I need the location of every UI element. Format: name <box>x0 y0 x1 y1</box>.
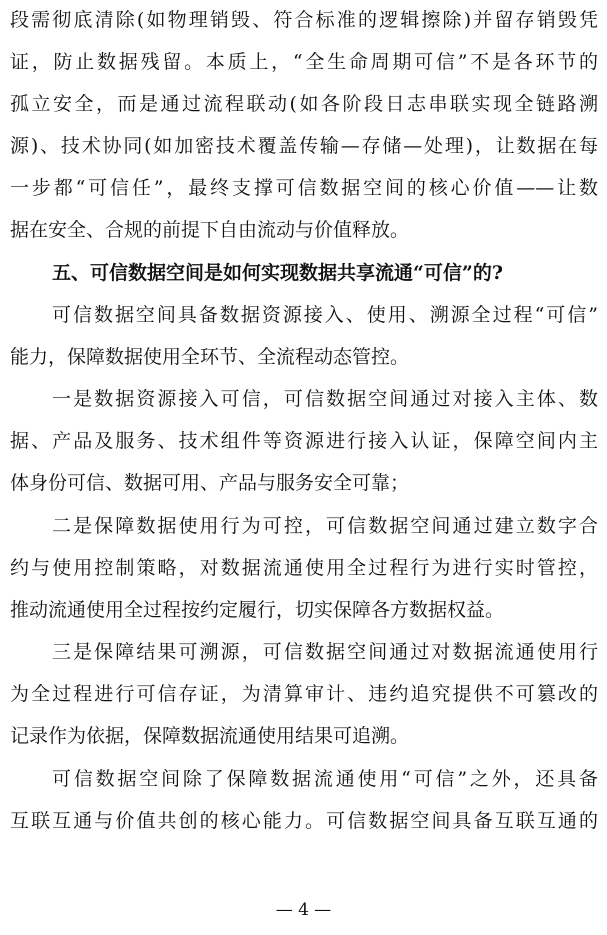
text-line: 可信数据空间具备数据资源接入、使用、溯源全过程“可信” <box>52 304 598 326</box>
text-line: 源)、技术协同(如加密技术覆盖传输—存储—处理)，让数据在每 <box>10 135 598 157</box>
text-line: 能力，保障数据使用全环节、全流程动态管控。 <box>10 346 410 368</box>
text-line: 段需彻底清除(如物理销毁、符合标准的逻辑擦除)并留存销毁凭 <box>10 9 598 31</box>
text-line: 互联互通与价值共创的核心能力。可信数据空间具备互联互通的 <box>10 810 598 832</box>
text-line: 记录作为依据，保障数据流通使用结果可追溯。 <box>10 725 410 747</box>
section-heading: 五、可信数据空间是如何实现数据共享流通“可信”的? <box>52 262 503 284</box>
text-line: 据在安全、合规的前提下自由流动与价值释放。 <box>10 219 410 241</box>
text-line: 三是保障结果可溯源，可信数据空间通过对数据流通使用行 <box>52 641 598 663</box>
text-line: 孤立安全，而是通过流程联动(如各阶段日志串联实现全链路溯 <box>10 93 598 115</box>
text-line: 证，防止数据残留。本质上，“全生命周期可信”不是各环节的 <box>10 51 598 73</box>
text-line: 据、产品及服务、技术组件等资源进行接入认证，保障空间内主 <box>10 430 598 452</box>
text-line: 推动流通使用全过程按约定履行，切实保障各方数据权益。 <box>10 599 505 621</box>
text-line: 一是数据资源接入可信，可信数据空间通过对接入主体、数 <box>52 388 598 410</box>
text-line: 可信数据空间除了保障数据流通使用“可信”之外，还具备 <box>52 768 598 790</box>
text-line: 一步都“可信任”，最终支撑可信数据空间的核心价值——让数 <box>10 177 598 199</box>
text-line: 体身份可信、数据可用、产品与服务安全可靠； <box>10 472 410 494</box>
page-number: — 4 — <box>275 900 332 920</box>
text-line: 为全过程进行可信存证，为清算审计、违约追究提供不可篡改的 <box>10 683 598 705</box>
text-line: 二是保障数据使用行为可控，可信数据空间通过建立数字合 <box>52 515 598 537</box>
text-line: 约与使用控制策略，对数据流通使用全过程行为进行实时管控， <box>10 557 598 579</box>
